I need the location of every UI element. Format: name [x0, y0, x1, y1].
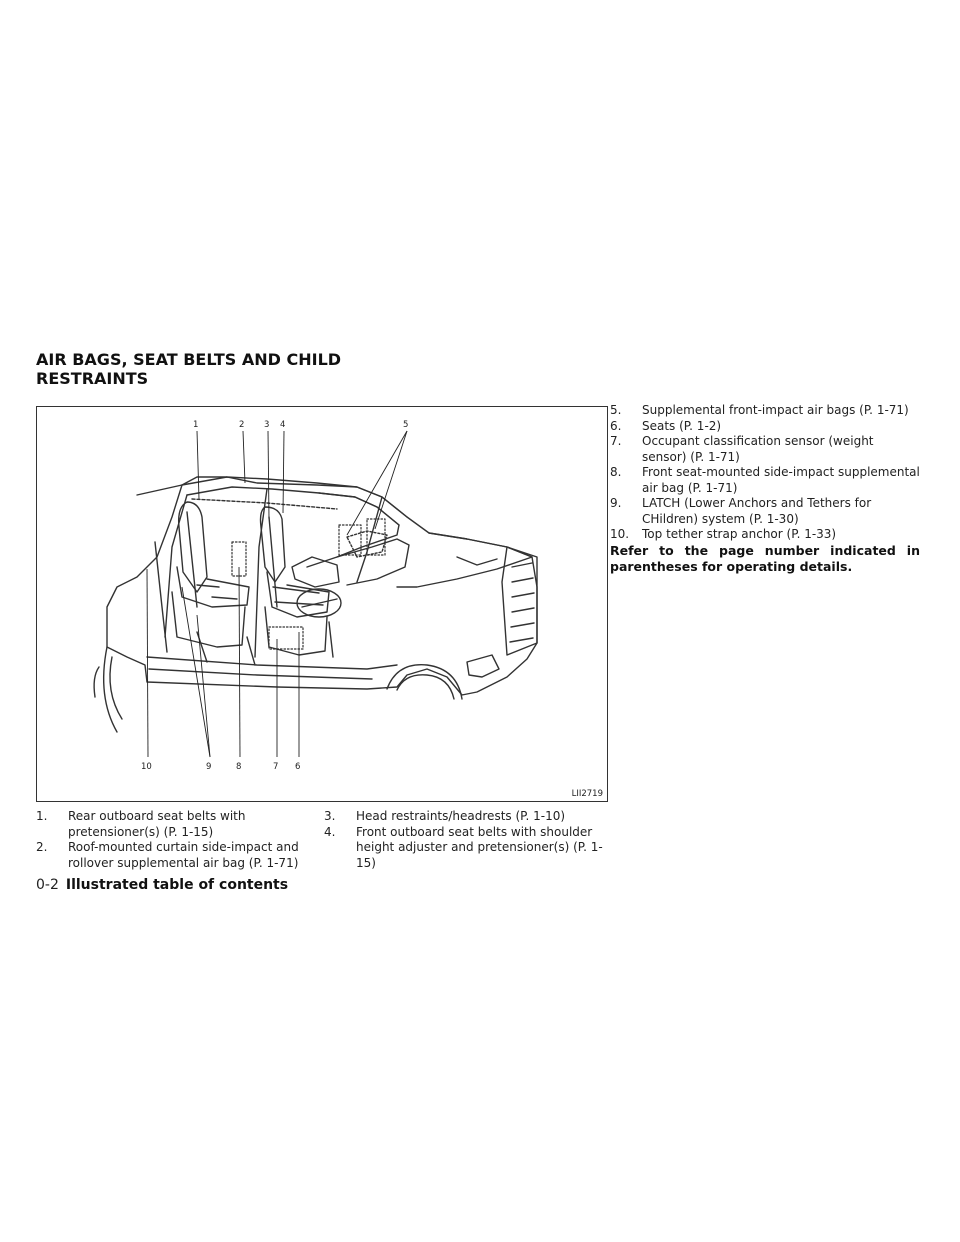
item-text: Supplemental front-impact air bags (P. 1-71) [642, 403, 909, 417]
headlight [467, 655, 499, 677]
item-text: Seats (P. 1-2) [642, 418, 722, 433]
legend-item [610, 465, 920, 496]
callout-1: 1 [193, 420, 199, 430]
item-number: 6. [610, 418, 622, 433]
item-number: 7. [610, 434, 622, 448]
item-text: LATCH (Lower Anchors and Tethers for CHildren) system (P. 1-30) [642, 496, 872, 526]
legend-item [610, 527, 920, 543]
item-number: 5. [610, 403, 622, 417]
item-number: 2. [36, 840, 48, 854]
legend-column-2 [324, 809, 610, 871]
c-pillar [165, 495, 187, 637]
item-text: Roof-mounted curtain side-impact and rollover supplemental air bag (P. 1-71) [68, 840, 299, 870]
rear-wheel-arch [104, 647, 122, 732]
legend-item [324, 809, 610, 825]
legend-item [610, 496, 920, 527]
legend-column-1 [36, 809, 306, 871]
callout-6: 6 [295, 762, 301, 772]
vehicle-drawing [37, 407, 607, 801]
item-text: Front outboard seat belts with shoulder height adjuster and pretensioner(s) (P. 1-15) [356, 824, 603, 870]
item-text: Occupant classification sensor (weight sensor) (P. 1-71) [642, 434, 874, 464]
item-number: 1. [36, 809, 48, 823]
section-title: AIR BAGS, SEAT BELTS AND CHILD RESTRAINTS [36, 350, 342, 388]
legend-item [610, 419, 920, 435]
callout-labels [141, 420, 408, 772]
figure-code: LII2719 [571, 789, 603, 799]
legend-item [324, 825, 610, 872]
front-seat [261, 507, 286, 582]
center-console [292, 557, 339, 587]
callout-3: 3 [264, 420, 270, 430]
callout-9: 9 [206, 762, 212, 772]
item-text: Top tether strap anchor (P. 1-33) [642, 527, 837, 541]
page-number: 0-2 [36, 877, 59, 893]
operating-details-note: Refer to the page number indicated in parentheses for operating details. [610, 542, 920, 574]
legend-item [610, 434, 920, 465]
callout-5: 5 [403, 420, 409, 430]
door-sill [147, 657, 397, 669]
item-text: Head restraints/headrests (P. 1-10) [356, 809, 566, 823]
item-number: 9. [610, 496, 622, 510]
dashboard [337, 539, 409, 585]
item-text: Rear outboard seat belts with pretensioner(s) (P. 1-15) [68, 809, 246, 839]
callout-8: 8 [236, 762, 242, 772]
page-footer [36, 877, 288, 893]
legend-item [36, 809, 306, 840]
legend-item [610, 403, 920, 419]
legend-item [36, 840, 306, 871]
item-number: 10. [610, 527, 630, 541]
vehicle-illustration [36, 406, 608, 802]
legend-column-3 [610, 403, 920, 575]
callout-7: 7 [273, 762, 279, 772]
callout-10: 10 [141, 762, 152, 772]
chapter-title: Illustrated table of contents [65, 877, 289, 893]
item-number: 4. [324, 824, 336, 839]
rear-seat [179, 502, 207, 592]
item-number: 3. [324, 809, 336, 823]
callout-4: 4 [280, 420, 286, 430]
item-number: 8. [610, 465, 622, 479]
roof-rail [182, 477, 407, 517]
item-text: Front seat-mounted side-impact supplemental air bag (P. 1-71) [642, 465, 920, 495]
callout-2: 2 [239, 420, 245, 430]
